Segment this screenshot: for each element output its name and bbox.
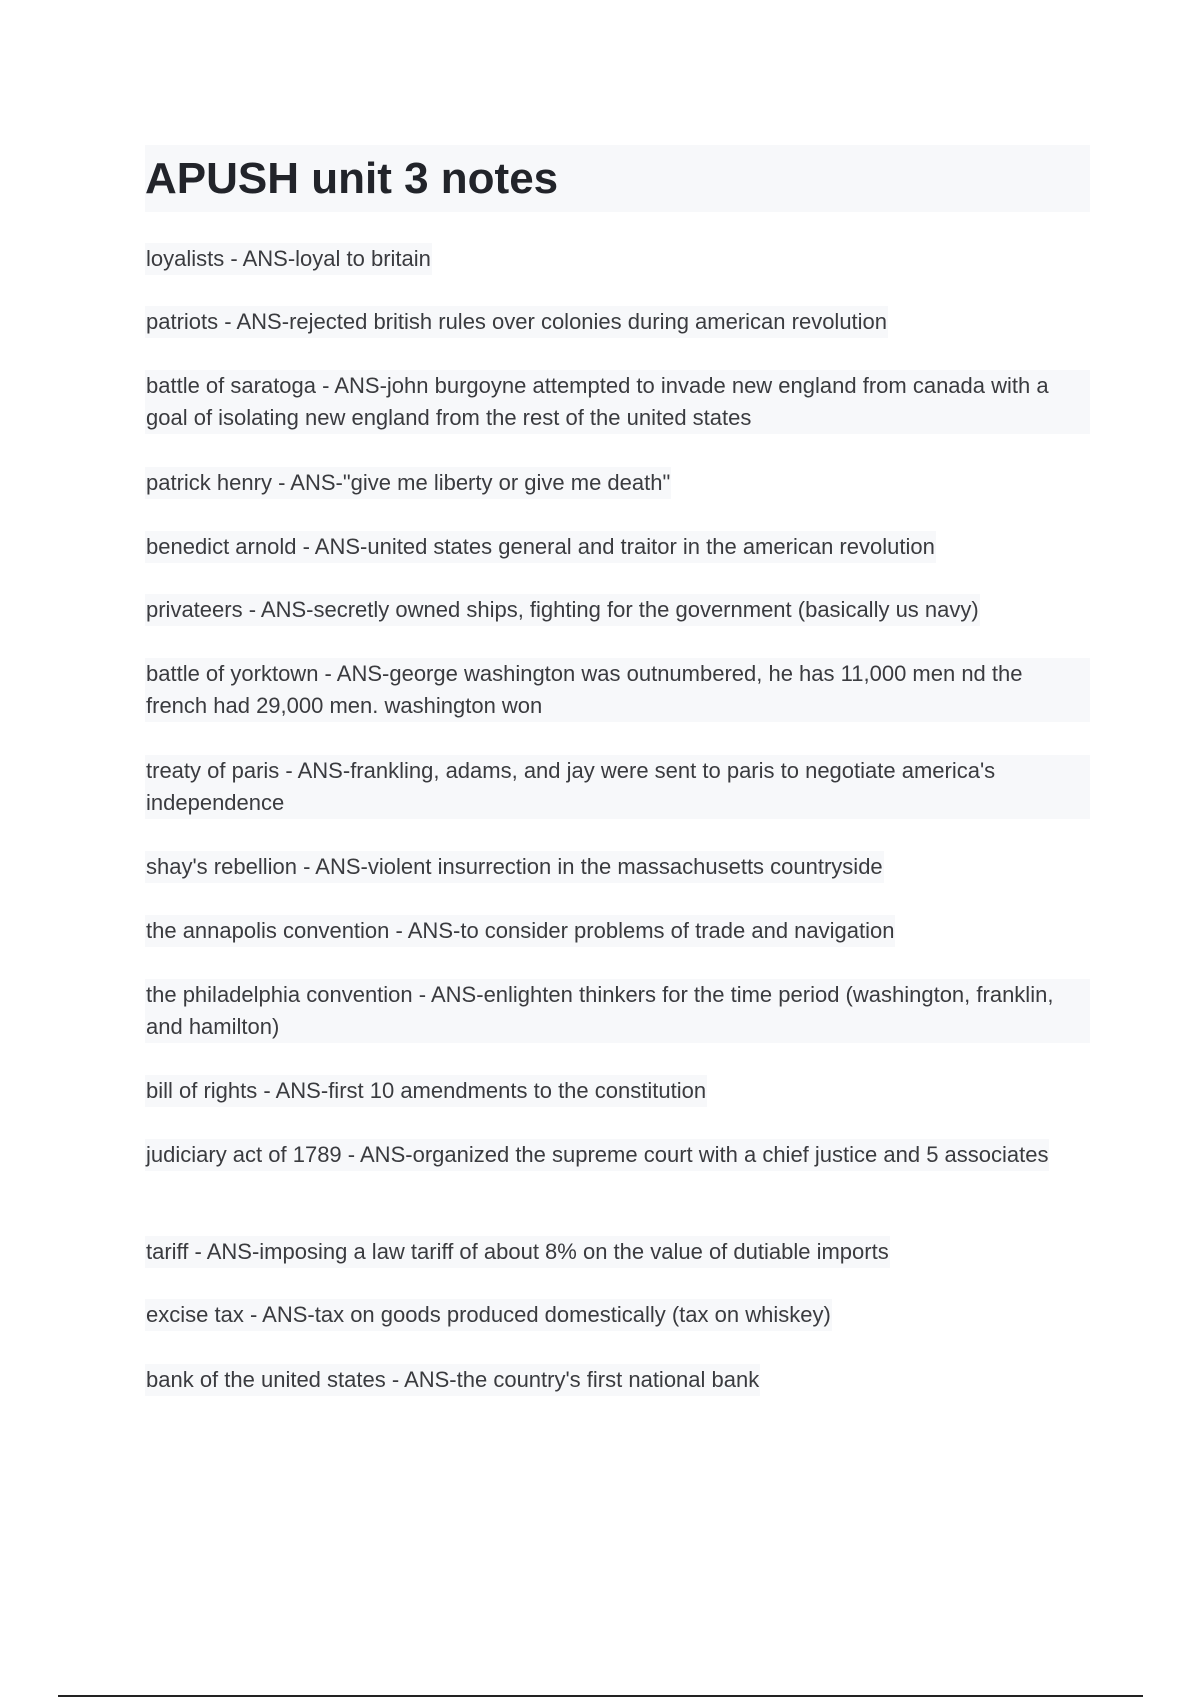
list-item xyxy=(145,851,884,883)
entry-separator: - ANS- xyxy=(271,470,343,495)
entry-term: tariff xyxy=(146,1239,189,1264)
entry-definition: secretly owned ships, fighting for the government (basically us navy) xyxy=(313,597,979,622)
entry-separator: - ANS- xyxy=(279,758,351,783)
entry-separator: - ANS- xyxy=(243,1302,315,1327)
entry-definition: enlighten thinkers for the time period (washington, franklin, and hamilton) xyxy=(146,982,1054,1039)
entry-separator: - ANS- xyxy=(296,854,368,879)
entry-term: battle of yorktown xyxy=(146,661,319,686)
entry-separator: - ANS- xyxy=(389,918,461,943)
list-item xyxy=(145,531,936,563)
entry-term: bank of the united states xyxy=(146,1367,386,1392)
entry-term: privateers xyxy=(146,597,243,622)
entry-definition: rejected british rules over colonies during american revolution xyxy=(289,309,888,334)
entry-term: treaty of paris xyxy=(146,758,280,783)
entry-term: shay's rebellion xyxy=(146,854,297,879)
entry-definition: loyal to britain xyxy=(295,246,431,271)
list-item xyxy=(145,1236,890,1268)
entry-separator: - ANS- xyxy=(318,661,390,686)
entry-separator: - ANS- xyxy=(296,534,368,559)
list-item xyxy=(145,979,1090,1043)
entry-definition: george washington was outnumbered, he has 11,000 men nd the french had 29,000 men. washington won xyxy=(146,661,1023,718)
page-title: APUSH unit 3 notes xyxy=(145,154,559,203)
entry-definition: first 10 amendments to the constitution xyxy=(328,1078,707,1103)
footer-divider xyxy=(58,1695,1143,1697)
list-item xyxy=(145,306,888,338)
entry-separator: - ANS- xyxy=(224,246,296,271)
list-item xyxy=(145,370,1090,434)
list-item xyxy=(145,467,671,499)
entry-separator: - ANS- xyxy=(218,309,290,334)
list-item xyxy=(145,755,1090,819)
entry-separator: - ANS- xyxy=(242,597,314,622)
entry-term: battle of saratoga xyxy=(146,373,317,398)
list-item xyxy=(145,243,432,275)
list-item xyxy=(145,915,895,947)
title-block xyxy=(145,145,1090,212)
entry-term: the annapolis convention xyxy=(146,918,390,943)
list-item xyxy=(145,1299,832,1331)
entry-term: excise tax xyxy=(146,1302,244,1327)
list-item xyxy=(145,1075,707,1107)
entry-separator: - ANS- xyxy=(385,1367,457,1392)
entry-definition: organized the supreme court with a chief justice and 5 associates xyxy=(412,1142,1049,1167)
entry-definition: "give me liberty or give me death" xyxy=(342,470,671,495)
list-item xyxy=(145,1364,760,1396)
entry-definition: the country's first national bank xyxy=(456,1367,760,1392)
entry-term: loyalists xyxy=(146,246,225,271)
entry-definition: violent insurrection in the massachusetts countryside xyxy=(367,854,883,879)
entry-separator: - ANS- xyxy=(188,1239,260,1264)
entry-term: judiciary act of 1789 xyxy=(146,1142,342,1167)
entry-definition: imposing a law tariff of about 8% on the value of dutiable imports xyxy=(259,1239,889,1264)
entry-definition: john burgoyne attempted to invade new england from canada with a goal of isolating new england from the rest of the united states xyxy=(146,373,1049,430)
entry-term: bill of rights xyxy=(146,1078,258,1103)
entry-separator: - ANS- xyxy=(341,1142,413,1167)
list-item xyxy=(145,1139,1049,1171)
entry-separator: - ANS- xyxy=(316,373,387,398)
entry-term: benedict arnold xyxy=(146,534,297,559)
list-item xyxy=(145,658,1090,722)
entry-definition: to consider problems of trade and navigation xyxy=(460,918,895,943)
entry-separator: - ANS- xyxy=(412,982,484,1007)
entry-definition: tax on goods produced domestically (tax on whiskey) xyxy=(314,1302,831,1327)
entry-separator: - ANS- xyxy=(257,1078,329,1103)
list-item xyxy=(145,594,980,626)
entry-term: patrick henry xyxy=(146,470,272,495)
entry-term: the philadelphia convention xyxy=(146,982,413,1007)
entry-definition: united states general and traitor in the american revolution xyxy=(367,534,935,559)
entry-definition: frankling, adams, and jay were sent to paris to negotiate america's independence xyxy=(146,758,996,815)
entry-term: patriots xyxy=(146,309,219,334)
